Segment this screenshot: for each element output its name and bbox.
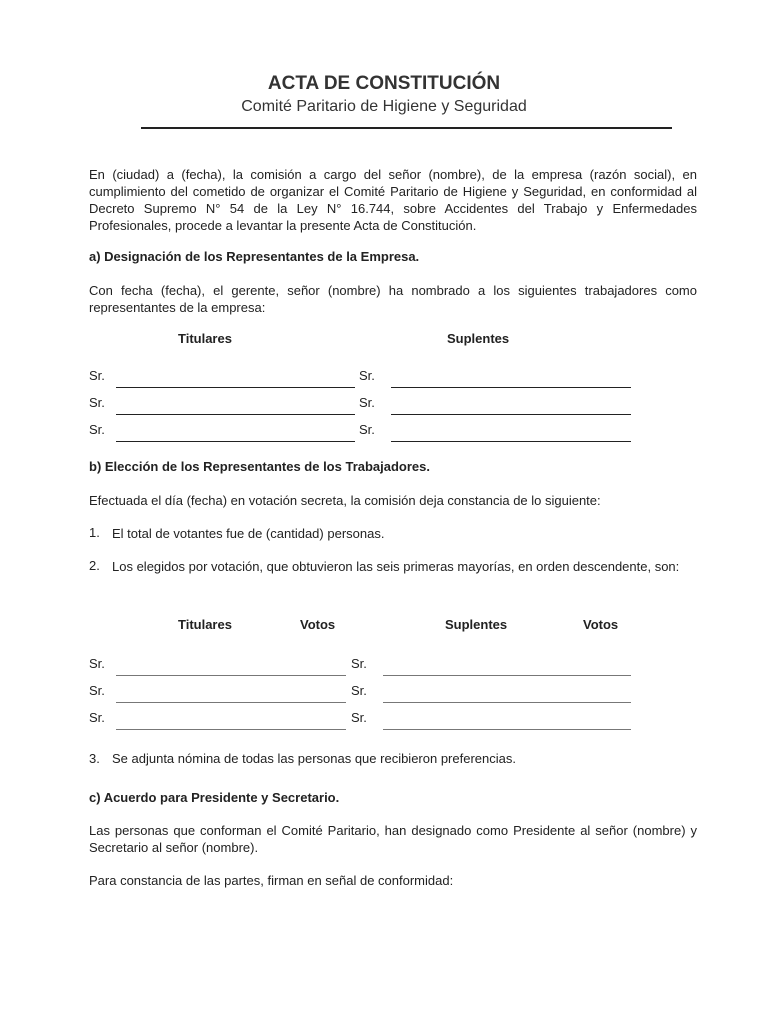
section-b-col-titulares: Titulares — [178, 617, 232, 632]
list-item-text: Los elegidos por votación, que obtuvieron las seis primeras mayorías, en orden descendente, son: — [112, 559, 680, 574]
section-b-col-votos-suplentes: Votos — [583, 617, 619, 632]
section-b-titular-sr-label: Sr. — [89, 710, 105, 725]
section-b-paragraph: Efectuada el día (fecha) en votación secreta, la comisión deja constancia de lo siguiente: — [89, 493, 601, 508]
section-b-suplente-signature-line — [383, 675, 631, 676]
list-item-text: El total de votantes fue de (cantidad) personas. — [112, 526, 385, 541]
section-a-titular-signature-line — [116, 441, 355, 442]
section-b-suplente-signature-line — [383, 729, 631, 730]
section-a-suplente-sr-label: Sr. — [359, 368, 375, 383]
section-b-suplente-sr-label: Sr. — [351, 656, 367, 671]
section-b-suplente-signature-line — [383, 702, 631, 703]
section-a-suplente-signature-line — [391, 387, 631, 388]
section-a-suplente-signature-line — [391, 414, 631, 415]
section-a-suplente-sr-label: Sr. — [359, 395, 375, 410]
section-a-titular-sr-label: Sr. — [89, 368, 105, 383]
section-a-titular-signature-line — [116, 414, 355, 415]
section-b-titular-signature-line — [116, 702, 346, 703]
section-a-heading: a) Designación de los Representantes de la Empresa. — [89, 249, 420, 264]
section-b-titular-sr-label: Sr. — [89, 656, 105, 671]
section-b-titular-signature-line — [116, 675, 346, 676]
section-c-paragraph: Las personas que conforman el Comité Paritario, han designado como Presidente al señor (nombre) y Secretario al señor (nombre). — [89, 823, 697, 855]
intro-paragraph: En (ciudad) a (fecha), la comisión a cargo del señor (nombre), de la empresa (razón social), en cumplimiento del cometido de organizar el Comité Paritario de Higiene y Seguridad, en conformidad al Decreto Supremo N° 54 de la Ley N° 16.744, sobre Accidentes del Trabajo y Enfermedades Profesionales, procede a levantar la presente Acta de Constitución. — [89, 167, 697, 233]
section-a-suplente-sr-label: Sr. — [359, 422, 375, 437]
document-title: ACTA DE CONSTITUCIÓN — [267, 73, 501, 94]
section-a-titular-sr-label: Sr. — [89, 422, 105, 437]
closing-paragraph: Para constancia de las partes, firman en señal de conformidad: — [89, 873, 454, 888]
section-a-titular-signature-line — [116, 387, 355, 388]
section-b-col-suplentes: Suplentes — [445, 617, 508, 632]
section-a-col-suplentes: Suplentes — [447, 331, 510, 346]
section-a-col-titulares: Titulares — [178, 331, 232, 346]
section-b-col-votos-titulares: Votos — [300, 617, 336, 632]
section-b-titular-signature-line — [116, 729, 346, 730]
title-divider — [141, 127, 672, 129]
section-b-heading: b) Elección de los Representantes de los Trabajadores. — [89, 459, 431, 474]
list-item-number: 2. — [89, 558, 100, 573]
section-a-titular-sr-label: Sr. — [89, 395, 105, 410]
section-a-suplente-signature-line — [391, 441, 631, 442]
section-c-heading: c) Acuerdo para Presidente y Secretario. — [89, 790, 340, 805]
list-item-text: Se adjunta nómina de todas las personas que recibieron preferencias. — [112, 751, 516, 766]
section-b-titular-sr-label: Sr. — [89, 683, 105, 698]
document-subtitle: Comité Paritario de Higiene y Seguridad — [241, 98, 527, 115]
section-b-suplente-sr-label: Sr. — [351, 710, 367, 725]
list-item-number: 3. — [89, 751, 100, 766]
section-b-suplente-sr-label: Sr. — [351, 683, 367, 698]
list-item-number: 1. — [89, 525, 100, 540]
section-a-paragraph: Con fecha (fecha), el gerente, señor (nombre) ha nombrado a los siguientes trabajadores como representantes de la empresa: — [89, 283, 697, 315]
